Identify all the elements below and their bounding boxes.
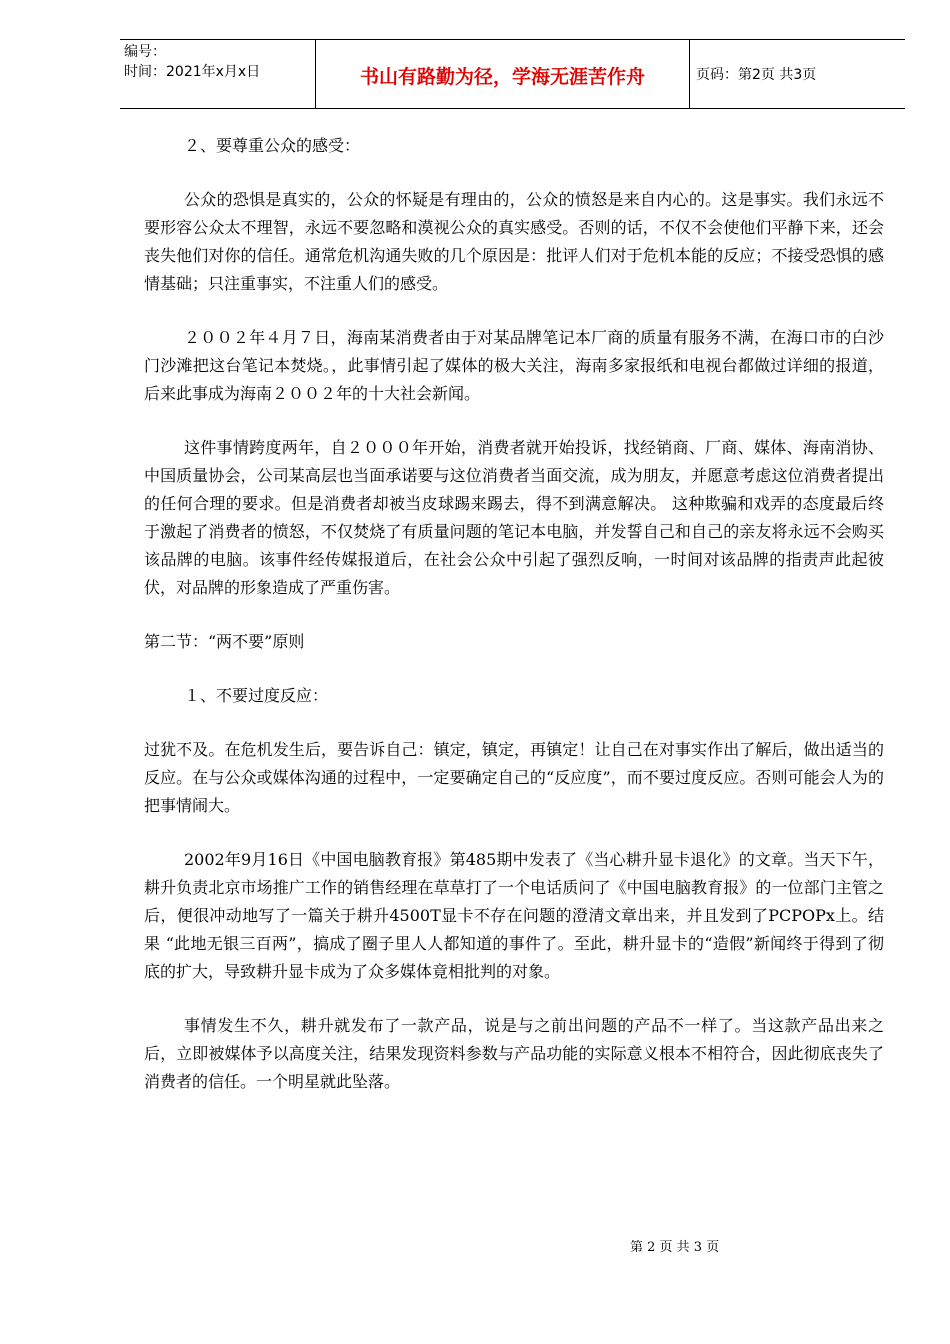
paragraph-8: 2002年9月16日《中国电脑教育报》第485期中发表了《当心耕升显卡退化》的文章。当天下午，耕升负责北京市场推广工作的销售经理在草草打了一个电话质问了《中国电脑教育报》的一位部门主管之后，便很冲动地写了一篇关于耕升4500T显卡不存在问题的澄清文章出来，并且发到了PCPOPx上。结果 “此地无银三百两”，搞成了圈子里人人都知道的事件了。至此，耕升显卡的“造假”新闻终于得到了彻底的扩大，导致耕升显卡成为了众多媒体竟相批判的对象。 — [144, 850, 884, 981]
header-motto: 书山有路勤为径，学海无涯苦作舟 — [359, 66, 645, 88]
paragraph-1: ２、要尊重公众的感受： — [184, 136, 361, 155]
time-label: 时间：2021年x月x日 — [124, 64, 261, 80]
paragraph-4: 这件事情跨度两年，自２０００年开始，消费者就开始投诉，找经销商、厂商、媒体、海南消协、中国质量协会，公司某高层也当面承诺要与这位消费者当面交流，成为朋友，并愿意考虑这位消费者提出的任何合理的要求。但是消费者却被当皮球踢来踢去，得不到满意解决。 这种欺骗和戏弄的态度最后终于激起了消费者的愤怒，不仅焚烧了有质量问题的笔记本电脑，并发誓自己和自己的亲友将永远不会购买该品牌的电脑。该事件经传媒报道后，在社会公众中引起了强烈反响，一时间对该品牌的指责声此起彼伏，对品牌的形象造成了严重伤害。 — [144, 438, 884, 597]
paragraph-6: １、不要过度反应： — [184, 686, 329, 705]
document-body — [144, 132, 884, 1122]
page-header — [120, 39, 905, 109]
paragraph-2: 公众的恐惧是真实的，公众的怀疑是有理由的，公众的愤怒是来自内心的。这是事实。我们永远不要形容公众太不理智，永远不要忽略和漠视公众的真实感受。否则的话，不仅不会使他们平静下来，还会丧失他们对你的信任。通常危机沟通失败的几个原因是：批评人们对于危机本能的反应；不接受恐惧的感情基础；只注重事实，不注重人们的感受。 — [144, 190, 884, 293]
header-page-info: 页码：第2页 共3页 — [696, 67, 817, 83]
header-meta — [124, 42, 314, 82]
number-label: 编号： — [124, 44, 166, 60]
page-footer: 第 2 页 共 3 页 — [630, 1240, 720, 1255]
paragraph-9: 事情发生不久，耕升就发布了一款产品，说是与之前出问题的产品不一样了。当这款产品出来之后，立即被媒体予以高度关注，结果发现资料参数与产品功能的实际意义根本不相符合，因此彻底丧失了消费者的信任。一个明星就此坠落。 — [144, 1016, 884, 1091]
paragraph-7: 过犹不及。在危机发生后，要告诉自己：镇定，镇定，再镇定！让自己在对事实作出了解后，做出适当的反应。在与公众或媒体沟通的过程中，一定要确定自己的“反应度”，而不要过度反应。否则可能会人为的把事情闹大。 — [144, 740, 884, 815]
paragraph-3: ２００２年４月７日，海南某消费者由于对某品牌笔记本厂商的质量有服务不满，在海口市的白沙门沙滩把这台笔记本焚烧。，此事情引起了媒体的极大关注，海南多家报纸和电视台都做过详细的报道，后来此事成为海南２００２年的十大社会新闻。 — [144, 328, 884, 403]
header-motto-box — [315, 40, 690, 108]
section-heading: 第二节：“两不要”原则 — [144, 632, 305, 651]
